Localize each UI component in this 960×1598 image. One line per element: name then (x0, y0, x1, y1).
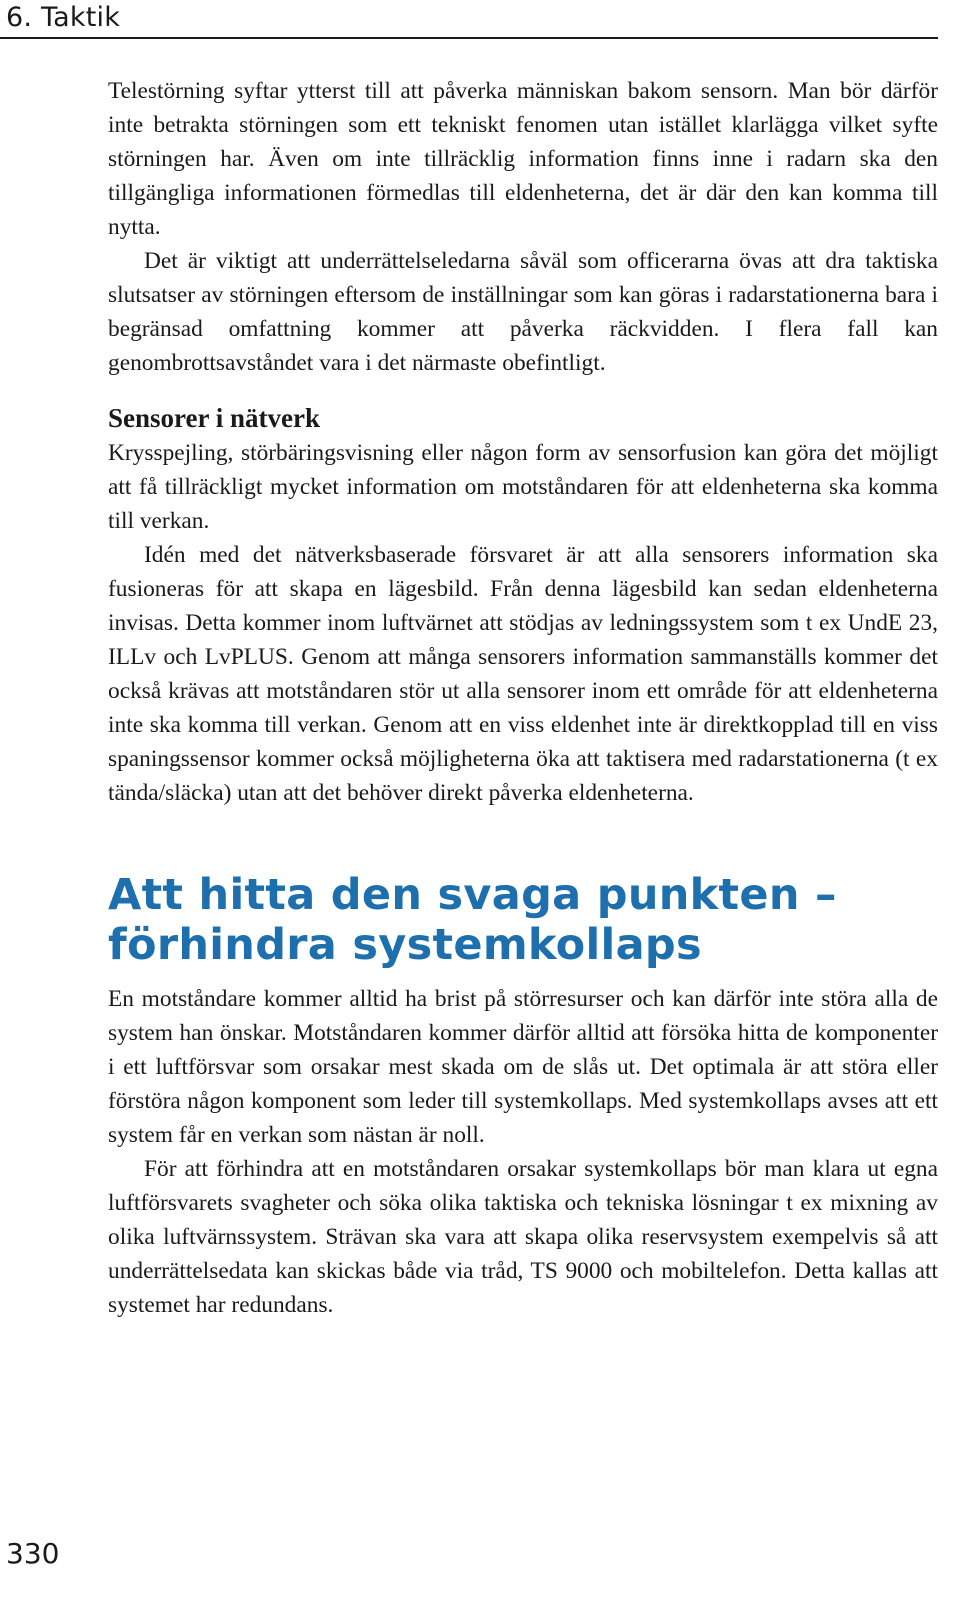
running-head: 6. Taktik (6, 2, 121, 33)
intro-paragraph-1: Telestörning syftar ytterst till att påverka människan bakom sensorn. Man bör därför inte betrakta störningen som ett tekniskt fenomen utan istället klarlägga vilket syfte störningen har. Även om inte tillräcklig information finns inne i radarn ska den tillgängliga informationen förmedlas till eldenheterna, det är där den kan komma till nytta. (108, 78, 938, 240)
title-line-1: Att hitta den svaga punkten – (108, 870, 837, 920)
sensor-section-heading: Sensorer i nätverk (108, 403, 320, 433)
weak-point-section-title (108, 870, 938, 970)
page-number: 330 (6, 1537, 60, 1570)
header-rule (0, 37, 938, 39)
title-line-2: förhindra systemkollaps (108, 920, 702, 970)
weak-point-paragraph-1: En motståndare kommer alltid ha brist på störresurser och kan därför inte störa alla de system han önskar. Motståndaren kommer därför alltid att försöka hitta de komponenter i ett luftförsvar som orsakar mest skada om de slås ut. Det optimala är att störa eller förstöra någon komponent som leder till systemkollaps. Med systemkollaps avses att ett system får en verkan som nästan är noll. (108, 986, 938, 1148)
page-body (108, 74, 938, 1322)
sensor-paragraph-2: Idén med det nätverksbaserade försvaret är att alla sensorers information ska fusioneras för att skapa en lägesbild. Från denna lägesbild kan sedan eldenheterna invisas. Detta kommer inom luftvärnet att stödjas av ledningssystem som t ex UndE 23, ILLv och LvPLUS. Genom att många sensorers information sammanställs kommer det också krävas att motståndaren stör ut alla sensorer inom ett område för att eldenheterna inte ska komma till verkan. Genom att en viss eldenhet inte är direktkopplad till en viss spaningssensor kommer också möjligheterna öka att taktisera med radarstationerna (t ex tända/släcka) utan att det behöver direkt påverka eldenheterna. (108, 542, 938, 806)
sensor-paragraph-1: Krysspejling, störbäringsvisning eller någon form av sensorfusion kan göra det möjligt att få tillräckligt mycket information om motståndaren för att eldenheterna ska komma till verkan. (108, 440, 938, 534)
weak-point-paragraph-2: För att förhindra att en motståndaren orsakar systemkollaps bör man klara ut egna luftförsvarets svagheter och söka olika taktiska och tekniska lösningar t ex mixning av olika luftvärnssystem. Strävan ska vara att skapa olika reservsystem exempelvis så att underrättelsedata kan skickas både via tråd, TS 9000 och mobiltelefon. Detta kallas att systemet har redundans. (108, 1156, 938, 1318)
intro-paragraph-2: Det är viktigt att underrättelseledarna såväl som officerarna övas att dra taktiska slutsatser av störningen eftersom de inställningar som kan göras i radarstationerna bara i begränsad omfattning kommer att påverka räckvidden. I flera fall kan genombrottsavståndet vara i det närmaste obefintligt. (108, 248, 938, 376)
